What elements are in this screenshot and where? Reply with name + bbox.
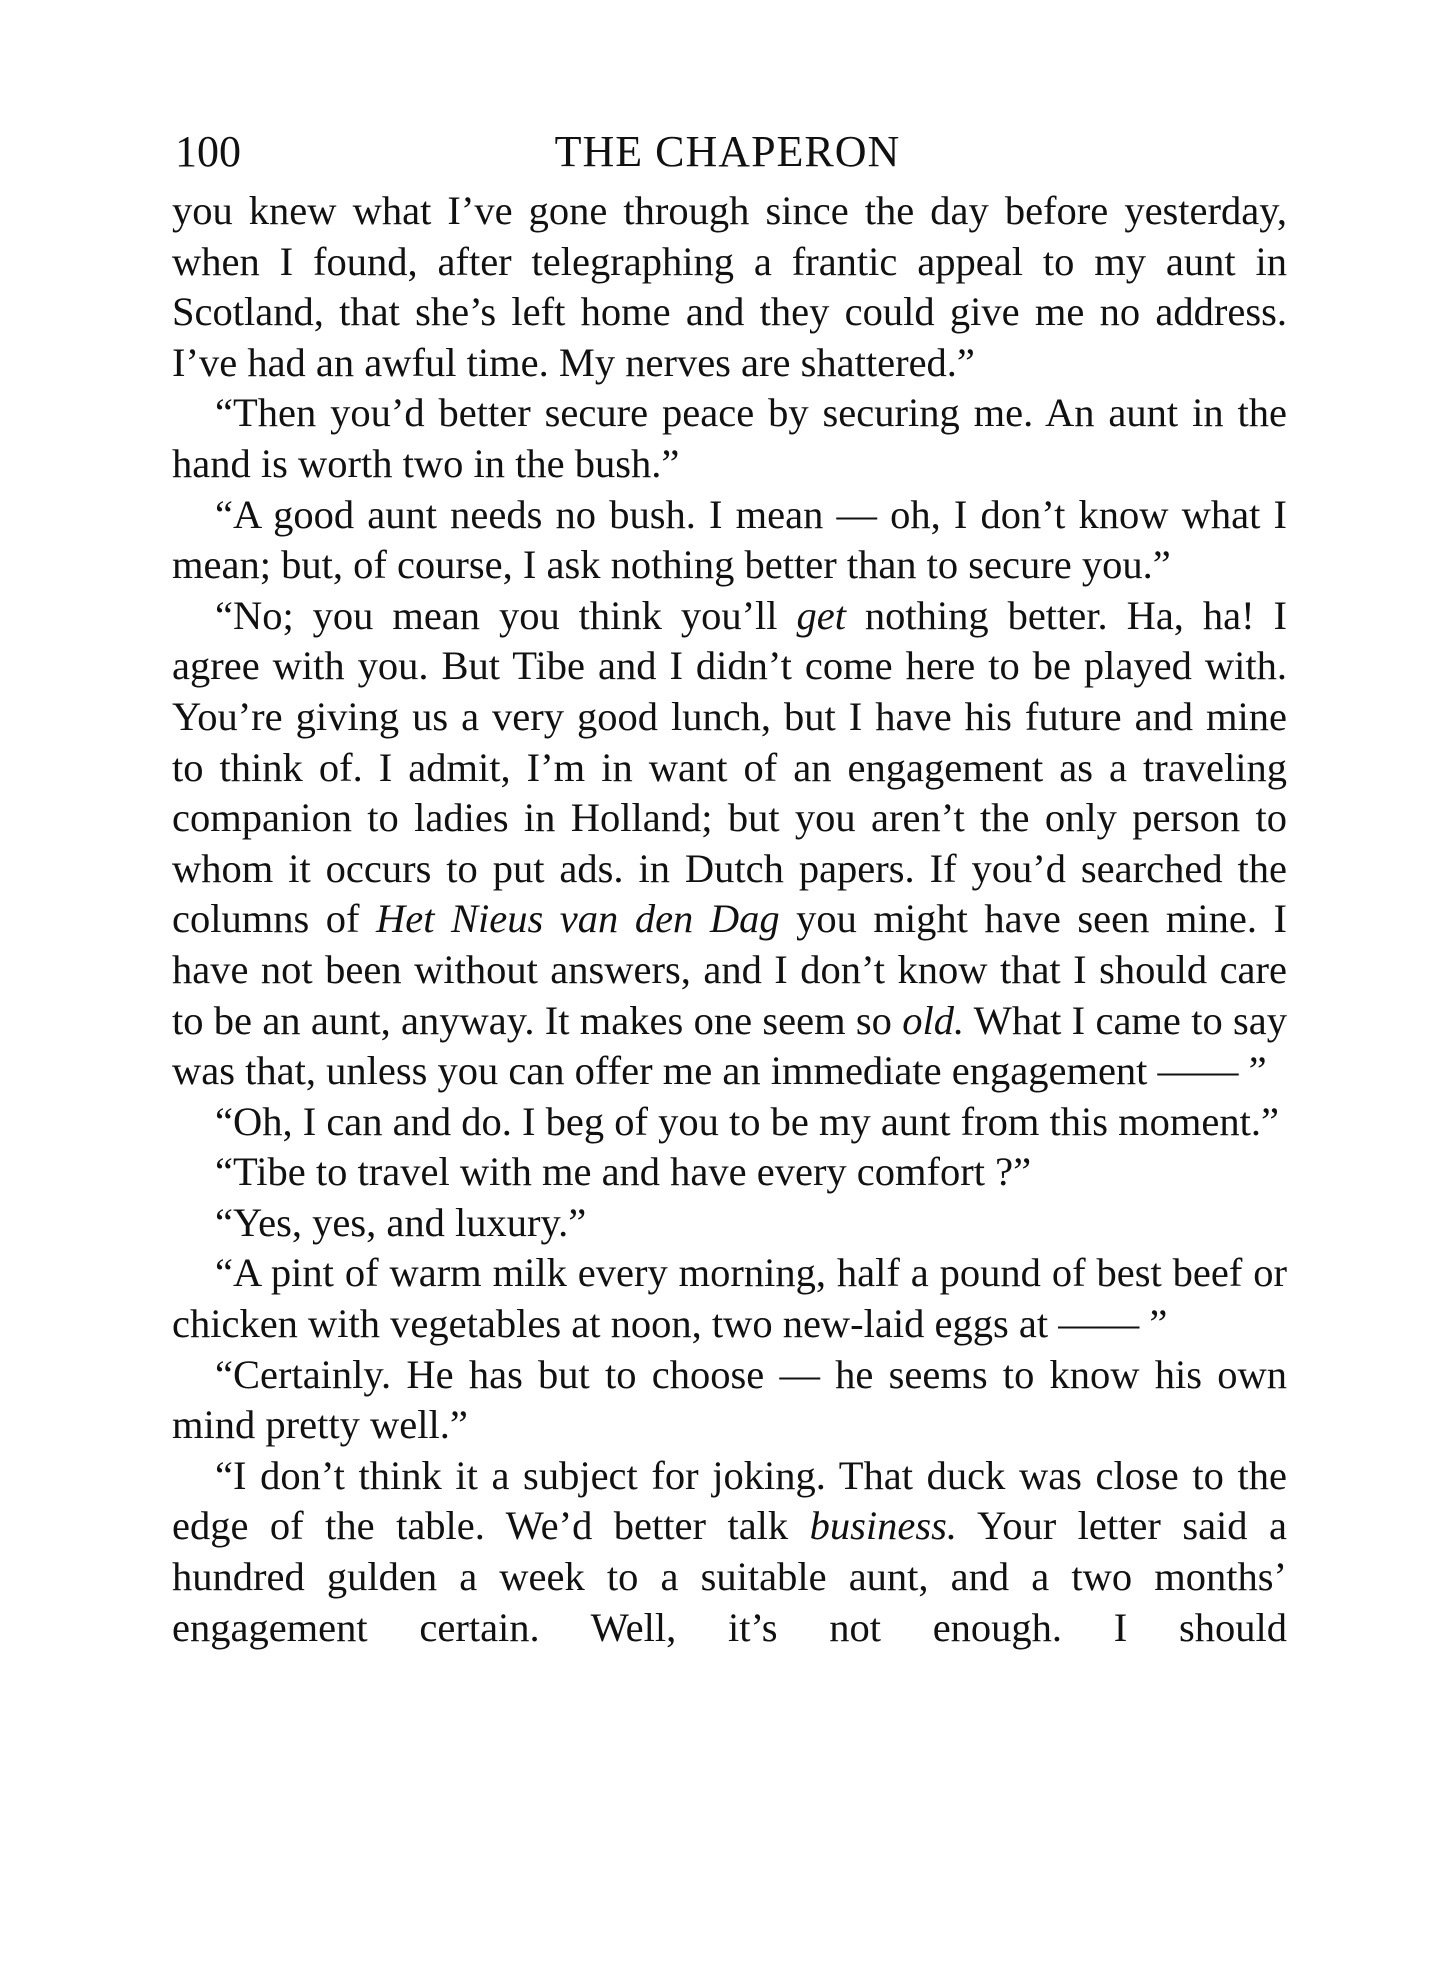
paragraph-text: “Yes, yes, and luxury.” [215,1199,587,1245]
body-text [172,186,1287,1653]
italic-text: business. [809,1503,958,1549]
paragraph [172,1248,1287,1349]
paragraph-text: you knew what I’ve gone through since the day before yesterday, when I found, after telegraphing a frantic appeal to my aunt in Scotland, that she’s left home and they could give me no address. I’ve had an awful time. My nerves are shattered.” [172,188,1287,385]
paragraph-text: you might have seen mine. I have not been without answers, and I don’t know that I should care to be an aunt, anyway. It makes one seem so [172,896,1287,1043]
paragraph [172,1350,1287,1451]
paragraph [172,591,1287,1097]
paragraph-text: What I came to say was that, unless you can offer me an immediate engagement —— ” [172,997,1287,1094]
paragraph-text: “Oh, I can and do. I beg of you to be my aunt from this moment.” [215,1098,1279,1144]
italic-text: get [796,592,846,638]
paragraph [172,490,1287,591]
paragraph [172,388,1287,489]
paragraph-text: “I don’t think it a subject for joking. That duck was close to the edge of the table. We’d better talk [172,1452,1287,1549]
paragraph-text: “Tibe to travel with me and have every comfort ?” [215,1149,1032,1195]
paragraph-text: “Then you’d better secure peace by securing me. An aunt in the hand is worth two in the bush.” [172,390,1287,486]
paragraph [172,1451,1287,1653]
paragraph-text: “Certainly. He has but to choose — he seems to know his own mind pretty well.” [172,1351,1287,1448]
paragraph-text: “A pint of warm milk every morning, half a pound of best beef or chicken with vegetables at noon, two new-laid eggs at —— ” [172,1250,1287,1347]
page-header [175,122,1280,182]
italic-text: Het Nieus van den Dag [376,896,780,942]
italic-text: old. [902,997,965,1043]
paragraph [172,1147,1287,1198]
paragraph-text: “A good aunt needs no bush. I mean — oh, I don’t know what I mean; but, of course, I ask nothing better than to secure you.” [172,491,1287,588]
paragraph [172,186,1287,388]
paragraph [172,1097,1287,1148]
running-head: THE CHAPERON [554,127,901,176]
paragraph-text: Your letter said a hundred gulden a week to a suitable aunt, and a two months’ engagement certain. Well, it’s not enough. I should [172,1503,1287,1650]
page-number: 100 [175,127,241,176]
paragraph-text: nothing better. Ha, ha! I agree with you. But Tibe and I didn’t come here to be played with. You’re giving us a very good lunch, but I have his future and mine to think of. I admit, I’m in want of an engagement as a traveling companion to ladies in Holland; but you aren’t the only person to whom it occurs to put ads. in Dutch papers. If you’d searched the columns of [172,592,1287,942]
paragraph-text: “No; you mean you think you’ll [215,592,797,638]
paragraph [172,1198,1287,1249]
